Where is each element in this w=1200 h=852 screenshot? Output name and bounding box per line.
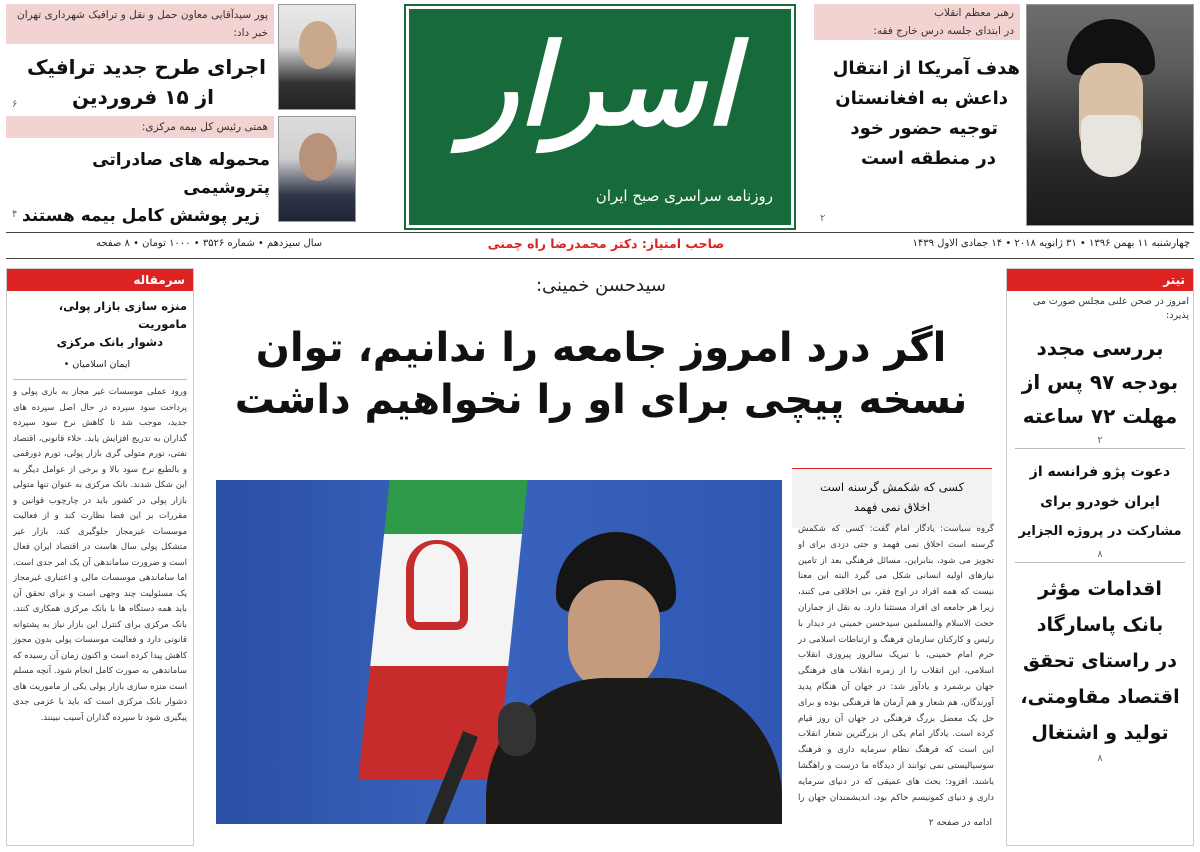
dateline-publisher: صاحب امتیاز: دکتر محمدرضا راه چمنی xyxy=(487,236,725,251)
top-left-story-1[interactable] xyxy=(6,4,274,112)
editorial-headline-1: منزه سازی بازار پولی، ماموریت xyxy=(58,299,187,331)
editorial-body: ورود عملی موسسات غیر مجاز به بازی پولی و پرداخت سود سپرده در حال اصل سپرده های جدید، موجب شد تا کاهش نرخ سود سپرده گذاران به تدریج افزایش یابد. خلاء قانونی، اقتصاد نفتی، تورم متولی گری بازار پولی، تورم دورقمی و بالطبع نرخ سود بالا و برخی از عوامل دیگر به این شکل شدند. بانک مرکزی به عنوان تنها متولی بازار پولی در کشور باید در چارچوب قوانین و مقررات بر این فضا نظارت کند و از فعالیت موسسات غیرمجاز جلوگیری کند. بازار غیر متشکل پولی سال هاست در اقتصاد ایران فعال است و ضرورت ساماندهی آن یک امر جدی است. اما ساماندهی موسسات مالی و اعتباری غیرمجاز یک مسئولیت چند وجهی است و برای تحقق آن باید همه دستگاه ها با بانک مرکزی همکاری کنند. بانک مرکزی برای کنترل این بازار نیاز به پشتوانه قانونی دارد و فعالیت موسسات پولی بدون مجوز کاهش پیدا کرده است و اکنون زمان آن رسیده که ساماندهی به صورت کامل انجام شود. آنچه مسلم است منزه سازی بازار پولی یکی از ماموریت های دشوار بانک مرکزی است که باید با عزمی جدی پیگیری شود تا سپرده گذاران آسیب نبینند. xyxy=(13,387,187,723)
masthead-title: اسرار xyxy=(464,20,736,151)
sidebar-story3-line5: تولید و اشتغال xyxy=(1031,722,1169,744)
official-portrait-photo-1 xyxy=(278,4,356,110)
lead-kicker: سیدحسن خمینی: xyxy=(535,275,667,296)
sidebar-story3-line3: در راستای تحقق xyxy=(1023,650,1177,672)
headlines-sidebar[interactable] xyxy=(1006,268,1194,846)
sidebar-story-2[interactable] xyxy=(1007,451,1193,560)
sidebar-story1-line3: مهلت ۷۲ ساعته xyxy=(1022,404,1178,428)
sidebar-story3-line1: اقدامات مؤثر xyxy=(1038,578,1162,600)
top-left-story-2[interactable] xyxy=(6,116,274,224)
story1-headline-line2: از ۱۵ فروردین xyxy=(72,85,214,109)
story1-headline-line1: اجرای طرح جدید ترافیک xyxy=(26,55,266,79)
editorial-label: سرمقاله xyxy=(7,269,193,291)
editorial-author: ایمان اسلامیان • xyxy=(63,359,131,370)
beard-shape xyxy=(1081,115,1141,177)
flag-emblem xyxy=(406,540,468,630)
sidebar-story1-line1: بررسی مجدد xyxy=(1036,336,1164,360)
lead-subhead-box xyxy=(792,468,992,528)
dateline-bottom-rule xyxy=(6,258,1194,259)
top-right-kicker-2: در ابتدای جلسه درس خارج فقه: xyxy=(814,22,1020,40)
editorial-headline-2: دشوار بانک مرکزی xyxy=(56,335,163,349)
dateline-right: چهارشنبه ۱۱ بهمن ۱۳۹۶ • ۳۱ ژانویه ۲۰۱۸ • ۱۴ جمادی الاول ۱۴۳۹ xyxy=(912,238,1190,249)
sidebar-story1-page: ۲ xyxy=(1097,435,1103,446)
top-right-headline-3: توجیه حضور خود xyxy=(850,118,998,139)
lead-story[interactable] xyxy=(206,268,996,846)
sidebar-story-1[interactable] xyxy=(1007,323,1193,446)
top-right-headline-4: در منطقه است xyxy=(861,148,996,169)
story2-page-number: ۴ xyxy=(12,209,18,220)
dateline-top-rule xyxy=(6,232,1194,233)
lead-body: گروه سیاست: یادگار امام گفت: کسی که شکمش گرسنه است اخلاق نمی فهمد و حتی دزدی برای او تجویز می شود، بنابراین، مسائل فرهنگی بعد از تامین نیازهای اولیه انسانی شکل می گیرد البته این معنا نیست که همه افراد در اوج فقر، بی اخلاقی می کنند، زیرا هر جامعه ای افراد مستثنا دارد. به نقل از جماران حجت الاسلام والمسلمین سیدحسن خمینی در دیدار با رئیس و کارکنان سازمان فرهنگ و ارتباطات اسلامی در حرم امام خمینی، با تبریک سالروز پیروزی انقلاب اسلامی، این انقلاب را از زمره انقلاب های فرهنگی جهان برشمرد و یادآور شد: در جهان آن هنگام پدید آورندگان، هم شعار و هم آرمان ها فرهنگی بوده و برای حل یک معضل بزرگ فرهنگی در جهان آن روز قیام کرده است. یادگار امام یکی از بزرگترین شعار انقلاب این است که فرهنگ نظام سرمایه داری و فرهنگ سوسیالیستی نمی توانند از دیدگاه ما درست و راهگشا باشند. افزود: بحث های عمیقی که در دنیای سرمایه داری و دنیای کمونیسم حاکم بود، اندیشمندان جهان را xyxy=(798,524,994,803)
story1-page-number: ۶ xyxy=(12,99,18,110)
sidebar-story3-line4: اقتصاد مقاومتی، xyxy=(1020,686,1180,708)
editorial-column[interactable] xyxy=(6,268,194,846)
speaker-face xyxy=(568,580,660,692)
top-right-kicker-1: رهبر معظم انقلاب xyxy=(814,4,1020,22)
lead-subhead-1: کسی که شکمش گرسنه است xyxy=(819,480,965,494)
lead-continued: ادامه در صفحه ۲ xyxy=(928,818,992,828)
leader-portrait-photo xyxy=(1026,4,1194,226)
sidebar-story2-line1: دعوت پژو فرانسه از xyxy=(1029,464,1171,480)
lead-headline-2: نسخه پیچی برای او را نخواهیم داشت xyxy=(234,377,968,423)
story2-kicker: همتی رئیس کل بیمه مرکزی: xyxy=(6,116,274,138)
lead-photo xyxy=(216,480,782,824)
top-right-headline-1: هدف آمریکا از انتقال xyxy=(832,58,1020,79)
top-right-headline-2: داعش به افغانستان xyxy=(835,88,1008,109)
story2-headline-line1: محموله های صادراتی پتروشیمی xyxy=(92,150,270,198)
sidebar-divider-2 xyxy=(1015,562,1185,563)
lead-subhead-2: اخلاق نمی فهمد xyxy=(853,500,931,514)
sidebar-kicker: امروز در صحن علنی مجلس صورت می پذیرد: xyxy=(1032,296,1189,321)
dateline-left: سال سیزدهم • شماره ۳۵۲۶ • ۱۰۰۰ تومان • ۸ صفحه xyxy=(96,238,323,249)
masthead-subtitle: روزنامه سراسری صبح ایران xyxy=(595,187,773,205)
sidebar-story3-line2: بانک پاسارگاد xyxy=(1036,614,1164,636)
story1-kicker: پور سیدآقایی معاون حمل و نقل و ترافیک شهرداری تهران خبر داد: xyxy=(6,4,274,44)
masthead[interactable] xyxy=(406,6,794,228)
sidebar-story3-page: ۸ xyxy=(1097,753,1103,764)
sidebar-story-3[interactable] xyxy=(1007,565,1193,764)
sidebar-story2-line3: مشارکت در پروژه الجزایر xyxy=(1018,524,1182,539)
top-right-story[interactable] xyxy=(814,4,1020,226)
sidebar-story2-page: ۸ xyxy=(1097,549,1103,560)
portrait-face-1 xyxy=(299,21,337,69)
sidebar-story1-line2: بودجه ۹۷ پس از xyxy=(1021,370,1179,394)
sidebar-divider-1 xyxy=(1015,448,1185,449)
lead-headline-1: اگر درد امروز جامعه را ندانیم، توان xyxy=(255,325,947,371)
microphone-head xyxy=(498,702,536,756)
story2-headline-line2: زیر پوشش کامل بیمه هستند xyxy=(22,206,260,226)
editorial-rule xyxy=(13,379,187,380)
top-right-page-number: ۲ xyxy=(820,213,826,224)
sidebar-label: تیتر xyxy=(1007,269,1193,291)
dateline-bar xyxy=(6,234,1194,258)
portrait-face-2 xyxy=(299,133,337,181)
sidebar-story2-line2: ایران خودرو برای xyxy=(1040,494,1160,510)
official-portrait-photo-2 xyxy=(278,116,356,222)
